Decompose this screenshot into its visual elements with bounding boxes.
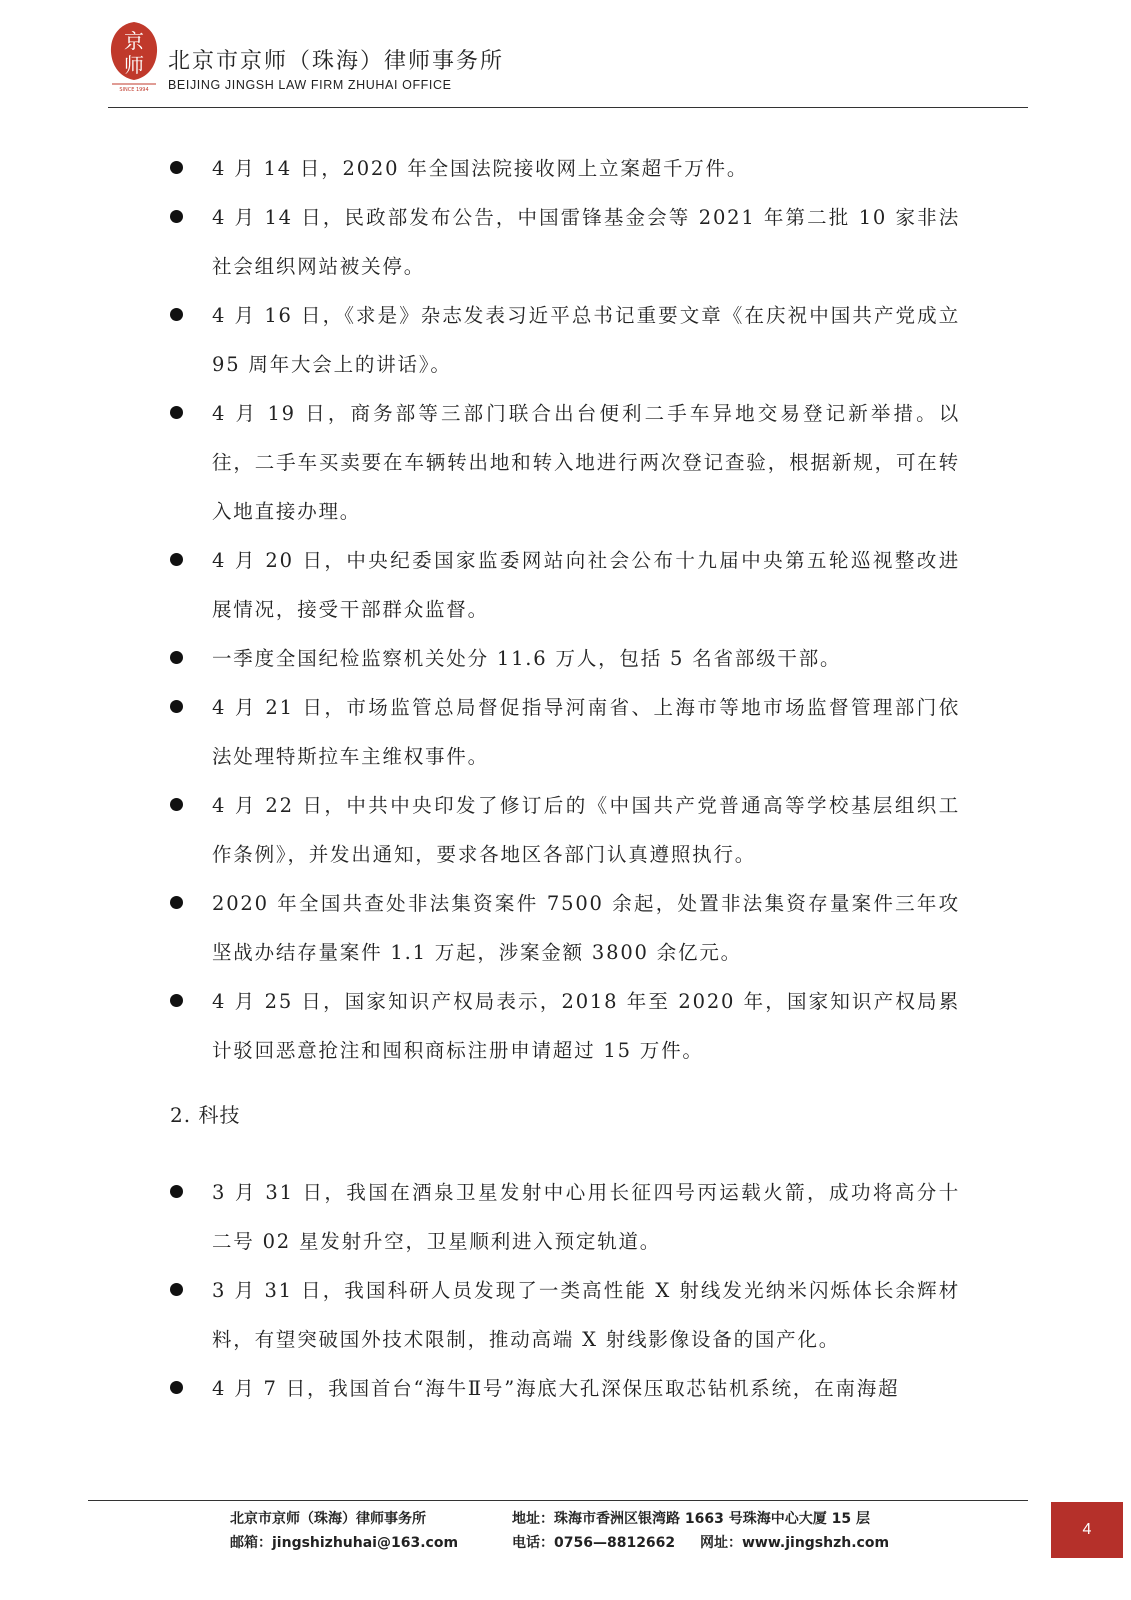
list-item: 4 月 25 日，国家知识产权局表示，2018 年至 2020 年，国家知识产权局累计驳回恶意抢注和囤积商标注册申请超过 15 万件。 xyxy=(170,977,960,1075)
list-item: 4 月 22 日，中共中央印发了修订后的《中国共产党普通高等学校基层组织工作条例》，并发出通知，要求各地区各部门认真遵照执行。 xyxy=(170,781,960,879)
list-item: 4 月 19 日，商务部等三部门联合出台便利二手车异地交易登记新举措。以往，二手车买卖要在车辆转出地和转入地进行两次登记查验，根据新规，可在转入地直接办理。 xyxy=(170,389,960,536)
list-item: 一季度全国纪检监察机关处分 11.6 万人，包括 5 名省部级干部。 xyxy=(170,634,960,683)
bullet-icon xyxy=(170,406,183,419)
page-footer xyxy=(230,1508,930,1556)
list-item: 4 月 7 日，我国首台“海牛Ⅱ号”海底大孔深保压取芯钻机系统，在南海超 xyxy=(170,1364,960,1413)
bullet-icon xyxy=(170,1283,183,1296)
list-item: 3 月 31 日，我国在酒泉卫星发射中心用长征四号丙运载火箭，成功将高分十二号 02 星发射升空，卫星顺利进入预定轨道。 xyxy=(170,1168,960,1266)
footer-website: 网址：www.jingshzh.com xyxy=(700,1535,890,1551)
list-item: 3 月 31 日，我国科研人员发现了一类高性能 X 射线发光纳米闪烁体长余辉材料，有望突破国外技术限制，推动高端 X 射线影像设备的国产化。 xyxy=(170,1266,960,1364)
letterhead xyxy=(108,20,1028,108)
footer-divider xyxy=(88,1500,1028,1501)
list-item: 4 月 16 日，《求是》杂志发表习近平总书记重要文章《在庆祝中国共产党成立 95 周年大会上的讲话》。 xyxy=(170,291,960,389)
bullet-icon xyxy=(170,700,183,713)
bullet-icon xyxy=(170,651,183,664)
list-item: 4 月 14 日，2020 年全国法院接收网上立案超千万件。 xyxy=(170,144,960,193)
footer-phone: 电话：0756—8812662 xyxy=(512,1535,676,1551)
bullet-icon xyxy=(170,896,183,909)
firm-name-cn: 北京市京师（珠海）律师事务所 xyxy=(168,49,505,74)
firm-name-en: BEIJING JINGSH LAW FIRM ZHUHAI OFFICE xyxy=(168,78,452,92)
bullet-icon xyxy=(170,798,183,811)
bullet-icon xyxy=(170,553,183,566)
header-divider xyxy=(108,107,1028,108)
bullet-icon xyxy=(170,1185,183,1198)
svg-text:师: 师 xyxy=(124,53,144,77)
bullet-icon xyxy=(170,210,183,223)
section-heading: 2. 科技 xyxy=(170,1103,241,1127)
bullet-icon xyxy=(170,1381,183,1394)
bullet-icon xyxy=(170,308,183,321)
firm-logo xyxy=(108,20,160,94)
list-item: 4 月 21 日，市场监管总局督促指导河南省、上海市等地市场监督管理部门依法处理特斯拉车主维权事件。 xyxy=(170,683,960,781)
list-item: 4 月 14 日，民政部发布公告，中国雷锋基金会等 2021 年第二批 10 家非法社会组织网站被关停。 xyxy=(170,193,960,291)
svg-text:SINCE 1994: SINCE 1994 xyxy=(119,87,149,93)
bullet-icon xyxy=(170,161,183,174)
footer-firm-name: 北京市京师（珠海）律师事务所 xyxy=(230,1511,426,1527)
list-item: 2020 年全国共查处非法集资案件 7500 余起，处置非法集资存量案件三年攻坚战办结存量案件 1.1 万起，涉案金额 3800 余亿元。 xyxy=(170,879,960,977)
document-body xyxy=(170,144,960,1413)
page-number: 4 xyxy=(1051,1502,1123,1558)
svg-text:京: 京 xyxy=(124,29,144,53)
footer-email: 邮箱：jingshizhuhai@163.com xyxy=(230,1535,459,1551)
footer-address: 地址：珠海市香洲区银湾路 1663 号珠海中心大厦 15 层 xyxy=(512,1511,870,1527)
bullet-icon xyxy=(170,994,183,1007)
list-item: 4 月 20 日，中央纪委国家监委网站向社会公布十九届中央第五轮巡视整改进展情况，接受干部群众监督。 xyxy=(170,536,960,634)
